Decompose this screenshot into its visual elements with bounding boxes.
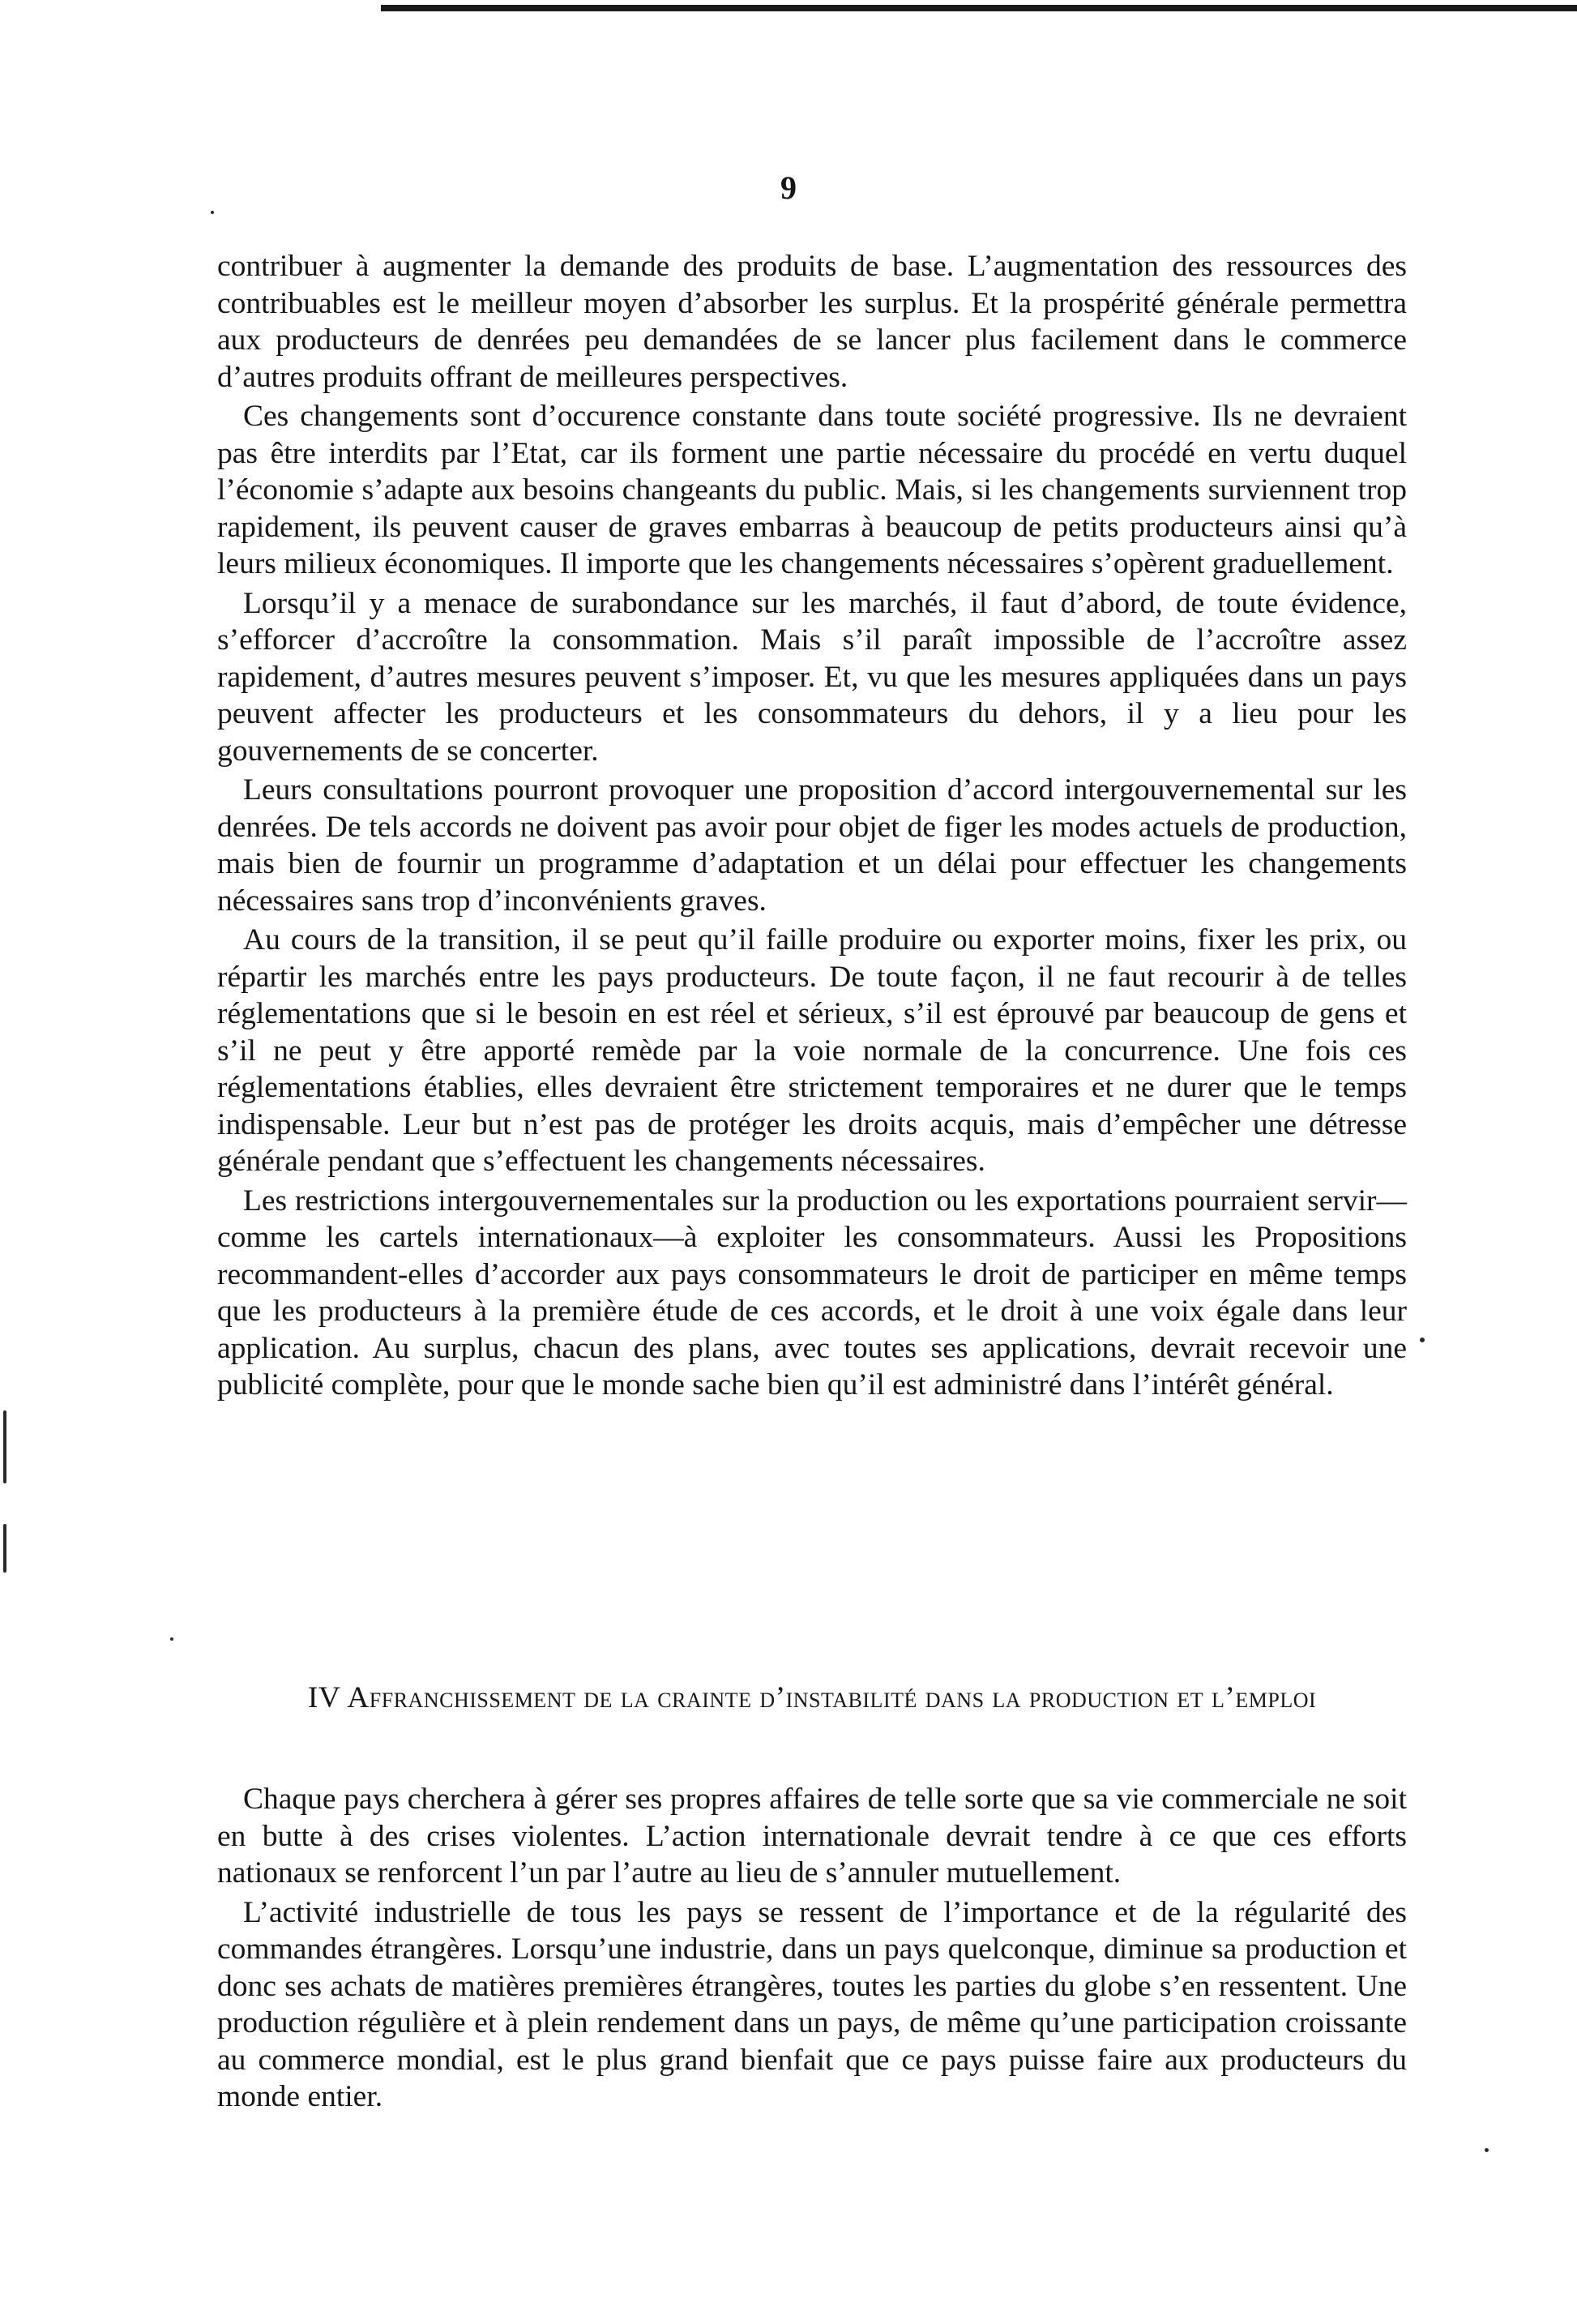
scan-speck [3,1410,6,1483]
page-number: 9 [780,169,797,206]
section-numeral: IV [307,1681,341,1714]
scan-speck [211,211,214,214]
paragraph: Ces changements sont d’occurence constante dans toute société progressive. Ils ne devraient pas être interdits par l’Etat, car ils forment une partie nécessaire du procédé en vertu duquel l’économie s’adapte aux besoins changeants du public. Mais, si les changements surviennent trop rapidement, ils peuvent causer de graves embarras à beaucoup de petits producteurs ainsi qu’à leurs milieux économiques. Il importe que les changements nécessaires s’opèrent graduellement. [217,400,1407,580]
body-text-lower [217,1781,1407,2116]
paragraph: Chaque pays cherchera à gérer ses propres affaires de telle sorte que sa vie commerciale ne soit en butte à des crises violentes. L’action internationale devrait tendre à ce que ces efforts nationaux se renforcent l’un par l’autre au lieu de s’annuler mutuellement. [217,1783,1407,1890]
section-title: Affranchissement de la crainte d’instabilité dans la production et l’emploi [347,1681,1317,1714]
paragraph: L’activité industrielle de tous les pays se ressent de l’importance et de la régularité des commandes étrangères. Lorsqu’une industrie, dans un pays quelconque, diminue sa production et donc ses achats de matières premières étrangères, toutes les parties du globe s’en ressentent. Une production régulière et à plein rendement dans un pays, de même qu’une participation croissante au commerce mondial, est le plus grand bienfait que ce pays puisse faire aux producteurs du monde entier. [217,1895,1407,2113]
body-text-upper [217,248,1407,1404]
paragraph: Les restrictions intergouvernementales sur la production ou les exportations pourraient servir—comme les cartels internationaux—à exploiter les consommateurs. Aussi les Propositions recommandent-elles d’accorder aux pays consommateurs le droit de participer en même temps que les producteurs à la première étude de ces accords, et le droit à une voix égale dans leur application. Au surplus, chacun des plans, avec toutes ses applications, devrait recevoir une publicité complète, pour que le monde sache bien qu’il est administré dans l’intérêt général. [217,1183,1407,1402]
scan-speck [1420,1337,1425,1342]
section-heading [217,1680,1407,1717]
scan-speck [1485,2148,1489,2152]
scan-top-rule [381,5,1577,11]
scan-speck [170,1637,173,1641]
paragraph: Lorsqu’il y a menace de surabondance sur les marchés, il faut d’abord, de toute évidence, s’efforcer d’accroître la consommation. Mais s’il paraît impossible de l’accroître assez rapidement, d’autres mesures peuvent s’imposer. Et, vu que les mesures appliquées dans un pays peuvent affecter les producteurs et les consommateurs du dehors, il y a lieu pour les gouvernements de se concerter. [217,586,1407,768]
paragraph: contribuer à augmenter la demande des produits de base. L’augmentation des ressources des contribuables est le meilleur moyen d’absorber les surplus. Et la prospérité générale permettra aux producteurs de denrées peu demandées de se lancer plus facilement dans le commerce d’autres produits offrant de meilleures perspectives. [217,250,1407,394]
paragraph: Leurs consultations pourront provoquer une proposition d’accord intergouvernemental sur les denrées. De tels accords ne doivent pas avoir pour objet de figer les modes actuels de production, mais bien de fournir un programme d’adaptation et un délai pour effectuer les changements nécessaires sans trop d’inconvénients graves. [217,773,1407,918]
scan-speck [3,1524,6,1573]
paragraph: Au cours de la transition, il se peut qu’il faille produire ou exporter moins, fixer les prix, ou répartir les marchés entre les pays producteurs. De toute façon, il ne faut recourir à de telles réglementations que si le besoin en est réel et sérieux, s’il est éprouvé par beaucoup de gens et s’il ne peut y être apporté remède par la voie normale de la concurrence. Une fois ces réglementations établies, elles devraient être strictement temporaires et ne durer que le temps indispensable. Leur but n’est pas de protéger les droits acquis, mais d’empêcher une détresse générale pendant que s’effectuent les changements nécessaires. [217,923,1407,1178]
